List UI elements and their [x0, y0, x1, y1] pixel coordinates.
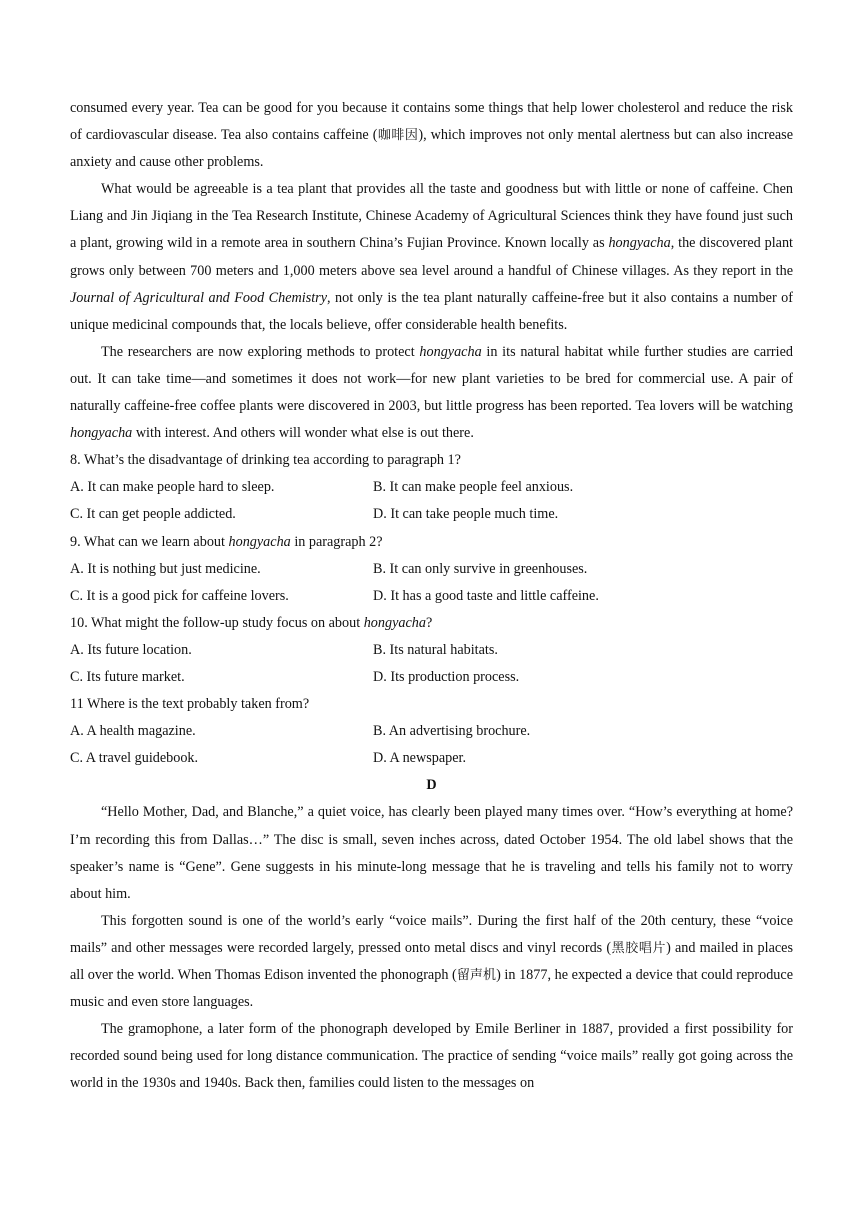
option-b: B. An advertising brochure.	[373, 723, 531, 740]
option-b: B. Its natural habitats.	[373, 641, 498, 658]
option-a: A. Its future location.	[70, 641, 192, 658]
options-row	[70, 583, 793, 610]
options-row	[70, 637, 793, 664]
italic-term: hongyacha	[228, 533, 291, 550]
text-run: What would be agreeable is a tea plant that provides all the taste and goodness but with little or none of caffeine. Chen Liang and Jin Jiqiang in the Tea Research Institute, Chinese Academy of Agricultural Sciences think they have found just such a plant, growing wild in a remote area in southern China’s Fujian Province. Known locally as	[70, 181, 793, 252]
options-row	[70, 664, 793, 691]
options-row	[70, 474, 793, 501]
italic-term: hongyacha	[419, 343, 482, 360]
question-10	[70, 610, 793, 691]
text-run: ?	[425, 614, 433, 631]
question-stem	[70, 691, 793, 718]
italic-term: hongyacha	[363, 614, 426, 631]
chinese-gloss: 咖啡因	[377, 128, 419, 144]
text-run: ), which improves not only mental alertness but can also increase anxiety and cause other problems.	[70, 127, 793, 171]
option-d: D. It has a good taste and little caffeine.	[373, 587, 599, 604]
text-run: , the discovered plant grows only between 700 meters and 1,000 meters above sea level around a handful of Chinese villages. As they report in the	[70, 235, 793, 279]
text-run: The researchers are now exploring methods to protect	[101, 343, 420, 360]
text-run: with interest. And others will wonder what else is out there.	[132, 425, 474, 442]
option-c: C. A travel guidebook.	[70, 750, 199, 767]
passage-c-paragraph-2	[70, 176, 793, 339]
options-row	[70, 556, 793, 583]
italic-term: hongyacha	[608, 235, 671, 252]
text-run: “Hello Mother, Dad, and Blanche,” a quiet voice, has clearly been played many times over. “How’s everything at home? I’m recording this from Dallas…” The disc is small, seven inches across, dated October 1954. The old label shows that the speaker’s name is “Gene”. Gene suggests in his minute-long message that he is traveling and tells his family not to worry about him.	[70, 804, 793, 902]
text-run: 8. What’s the disadvantage of drinking tea according to paragraph 1?	[70, 452, 461, 469]
italic-term: Journal of Agricultural and Food Chemistry	[70, 289, 328, 306]
passage-c-paragraph-3	[70, 339, 793, 447]
option-b: B. It can only survive in greenhouses.	[373, 560, 588, 577]
text-run: , not only is the tea plant naturally caffeine-free but it also contains a number of unique medicinal compounds that, the locals believe, offer considerable health benefits.	[70, 289, 793, 333]
chinese-gloss: 黑胶唱片	[611, 940, 667, 956]
section-heading: D	[426, 777, 437, 794]
options-row	[70, 745, 793, 772]
option-d: D. It can take people much time.	[373, 506, 559, 523]
text-run: 11 Where is the text probably taken from?	[70, 696, 310, 713]
options-row	[70, 718, 793, 745]
text-run: in paragraph 2?	[290, 533, 383, 550]
text-run: The gramophone, a later form of the phonograph developed by Emile Berliner in 1887, provided a first possibility for recorded sound being used for long distance communication. The practice of sending “voice mails” really got going across the world in the 1930s and 1940s. Back then, families could listen to the messages on	[70, 1021, 793, 1092]
question-stem	[70, 529, 793, 556]
italic-term: hongyacha	[70, 425, 133, 442]
option-d: D. A newspaper.	[373, 750, 466, 767]
passage-d-paragraph-3	[70, 1016, 793, 1097]
question-stem	[70, 610, 793, 637]
option-a: A. It is nothing but just medicine.	[70, 560, 261, 577]
question-8	[70, 447, 793, 528]
option-c: C. It can get people addicted.	[70, 506, 236, 523]
option-a: A. It can make people hard to sleep.	[70, 479, 275, 496]
document-page	[70, 95, 793, 1097]
option-b: B. It can make people feel anxious.	[373, 479, 574, 496]
question-9	[70, 529, 793, 610]
question-11	[70, 691, 793, 772]
option-c: C. It is a good pick for caffeine lovers.	[70, 587, 289, 604]
text-run: 10. What might the follow-up study focus on about	[70, 614, 364, 631]
option-a: A. A health magazine.	[70, 723, 196, 740]
question-stem	[70, 447, 793, 474]
passage-d-paragraph-2	[70, 908, 793, 1016]
option-d: D. Its production process.	[373, 668, 520, 685]
text-run: consumed every year. Tea can be good for you because it contains some things that help lower cholesterol and reduce the risk of cardiovascular disease. Tea also contains caffeine (	[70, 100, 793, 144]
chinese-gloss: 留声机	[456, 968, 497, 983]
option-c: C. Its future market.	[70, 668, 185, 685]
text-run: ) in 1877, he expected a device that could reproduce music and even store languages.	[70, 967, 793, 1011]
text-run: in its natural habitat while further studies are carried out. It can take time—and sometimes it does not work—for new plant varieties to be bred for commercial use. A pair of naturally caffeine-free coffee plants were discovered in 2003, but little progress has been reported. Tea lovers will be watching	[70, 343, 793, 415]
passage-c-paragraph-1	[70, 95, 793, 176]
passage-d-paragraph-1	[70, 799, 793, 907]
text-run: 9. What can we learn about	[70, 533, 229, 550]
options-row	[70, 501, 793, 528]
text-run: This forgotten sound is one of the world’s early “voice mails”. During the first half of the 20th century, these “voice mails” and other messages were recorded largely, pressed onto metal discs and vinyl records (	[70, 912, 793, 956]
text-run: ) and mailed in places all over the world. When Thomas Edison invented the phonograph (	[70, 939, 793, 983]
